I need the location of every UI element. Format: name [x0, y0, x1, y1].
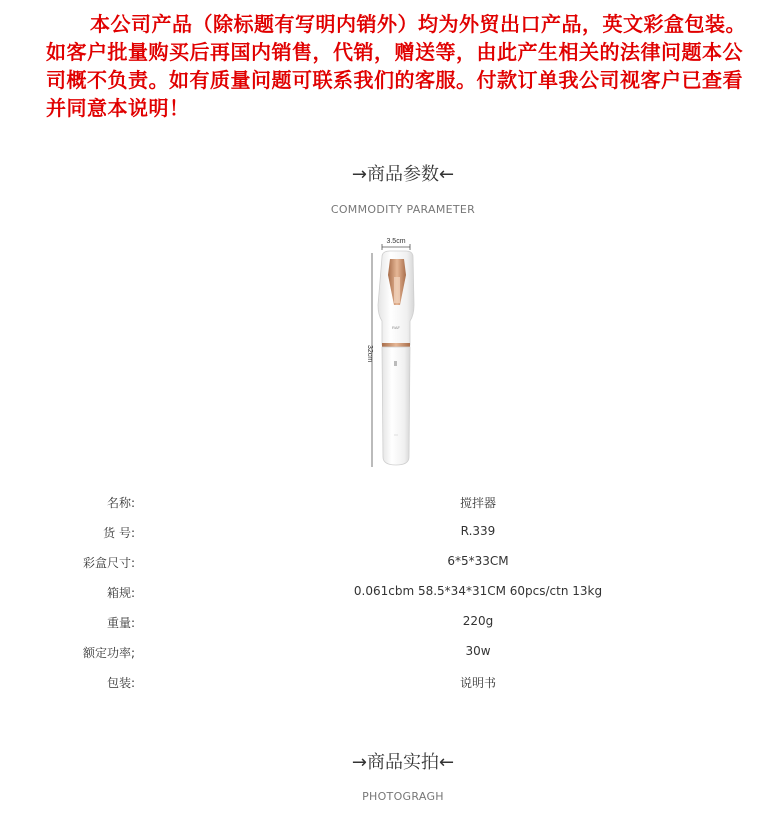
product-image	[360, 235, 430, 475]
param-label: 货 号:	[103, 526, 135, 540]
param-label: 重量:	[106, 616, 135, 630]
param-value: 0.061cbm 58.5*34*31CM 60pcs/ctn 13kg	[353, 584, 603, 598]
param-section-subtitle: COMMODITY PARAMETER	[330, 203, 476, 216]
param-label: 包装:	[106, 676, 135, 690]
param-label: 额定功率;	[82, 646, 135, 660]
param-section-title: →商品参数←	[351, 164, 455, 185]
param-value: 6*5*33CM	[447, 554, 509, 568]
brand-mark: RAF	[392, 325, 400, 330]
width-dimension-label: 3.5cm	[386, 238, 406, 245]
photo-section-subtitle: PHOTOGRAGH	[362, 790, 444, 803]
param-row-carton-spec	[0, 578, 769, 608]
param-label: 箱规:	[106, 586, 135, 600]
param-row-weight	[0, 608, 769, 638]
param-value: 30w	[465, 644, 491, 658]
param-row-item-number	[0, 518, 769, 548]
param-value: 220g	[462, 614, 494, 628]
param-row-box-size	[0, 548, 769, 578]
photo-section-title: →商品实拍←	[351, 752, 455, 773]
height-dimension-label: 32cm	[366, 345, 373, 363]
param-row-rated-power	[0, 638, 769, 668]
param-row-name	[0, 488, 769, 518]
disclaimer-notice: 本公司产品（除标题有写明内销外）均为外贸出口产品，英文彩盒包装。如客户批量购买后再国内销售，代销，赠送等，由此产生相关的法律问题本公司概不负责。如有质量问题可联系我们的客服。付款订单我公司视客户已查看并同意本说明！	[46, 12, 746, 120]
parameter-table	[0, 488, 769, 698]
param-value: 搅拌器	[459, 496, 497, 510]
param-label: 彩盒尺寸:	[82, 556, 135, 570]
param-row-packaging	[0, 668, 769, 698]
param-label: 名称:	[106, 496, 135, 510]
param-value: R.339	[460, 524, 496, 538]
hand-blender-illustration	[360, 235, 430, 475]
param-value: 说明书	[459, 676, 497, 690]
